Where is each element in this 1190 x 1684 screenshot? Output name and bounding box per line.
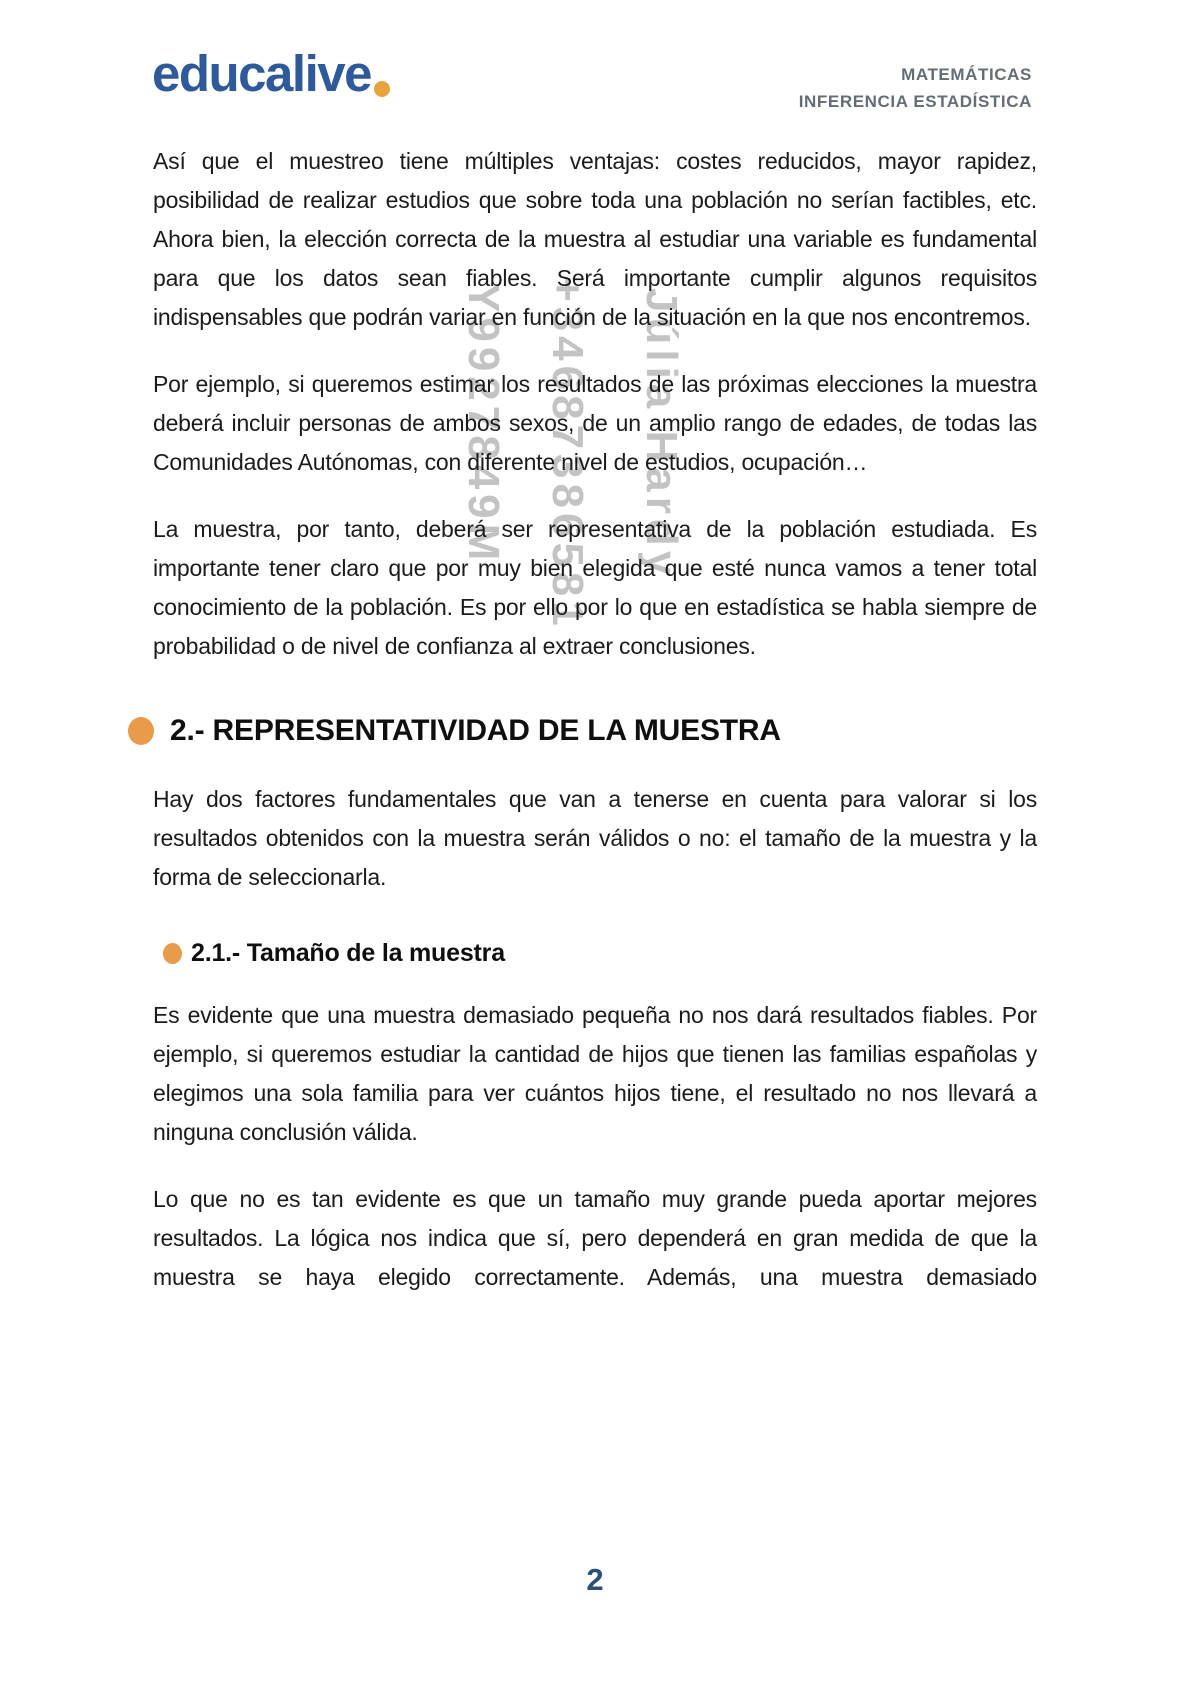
- logo-text: educalive: [152, 45, 371, 102]
- document-meta: [799, 48, 1032, 115]
- educalive-logo: [152, 45, 390, 102]
- paragraph: Es evidente que una muestra demasiado pequeña no nos dará resultados fiables. Por ejemplo, si queremos estudiar la cantidad de hijos que tienen las familias españolas y elegimos una sola familia para ver cuántos hijos tiene, el resultado no nos llevará a ninguna conclusión válida.: [153, 1002, 1037, 1145]
- paragraph: Lo que no es tan evidente es que un tamaño muy grande pueda aportar mejores resultados. La lógica nos indica que sí, pero dependerá en gran medida de que la muestra se haya elegido correctamente. Además, una muestra demasiado: [153, 1186, 1037, 1290]
- document-body: [153, 142, 1037, 1297]
- section-heading-2: [153, 712, 1037, 750]
- paragraph: La muestra, por tanto, deberá ser representativa de la población estudiada. Es importante tener claro que por muy bien elegida que esté nunca vamos a tener total conocimiento de la población. Es por ello por lo que en estadística se habla siempre de probabilidad o de nivel de confianza al extraer conclusiones.: [153, 516, 1037, 659]
- paragraph: Hay dos factores fundamentales que van a tenerse en cuenta para valorar si los resultados obtenidos con la muestra serán válidos o no: el tamaño de la muestra y la forma de seleccionarla.: [153, 786, 1037, 890]
- page-number: 2: [586, 1562, 604, 1597]
- watermark-name: Júlia Hardy: [637, 288, 686, 581]
- subsection-heading-2-1: [163, 937, 1037, 970]
- section-heading-text: 2.- REPRESENTATIVIDAD DE LA MUESTRA: [170, 714, 781, 747]
- orange-bullet-icon: [163, 943, 182, 964]
- subject-label: MATEMÁTICAS: [901, 65, 1032, 84]
- orange-bullet-icon: [128, 717, 154, 745]
- watermark-id-number: Y9927849M: [459, 283, 508, 566]
- paragraph: Por ejemplo, si queremos estimar los resultados de las próximas elecciones la muestra deberá incluir personas de ambos sexos, de un amplio rango de edades, de todas las Comunidades Autónomas, con diferente nivel de estudios, ocupación…: [153, 371, 1037, 475]
- page-header: [0, 0, 1190, 115]
- subsection-heading-text: 2.1.- Tamaño de la muestra: [191, 939, 505, 967]
- page-footer: [153, 1562, 1037, 1598]
- watermark-phone: +34687386581: [543, 276, 592, 631]
- topic-label: INFERENCIA ESTADÍSTICA: [798, 92, 1032, 111]
- logo-dot-icon: [374, 81, 390, 97]
- paragraph: Así que el muestreo tiene múltiples ventajas: costes reducidos, mayor rapidez, posibilidad de realizar estudios que sobre toda una población no serían factibles, etc. Ahora bien, la elección correcta de la muestra al estudiar una variable es fundamental para que los datos sean fiables. Será importante cumplir algunos requisitos indispensables que podrán variar en función de la situación en la que nos encontremos.: [153, 148, 1037, 330]
